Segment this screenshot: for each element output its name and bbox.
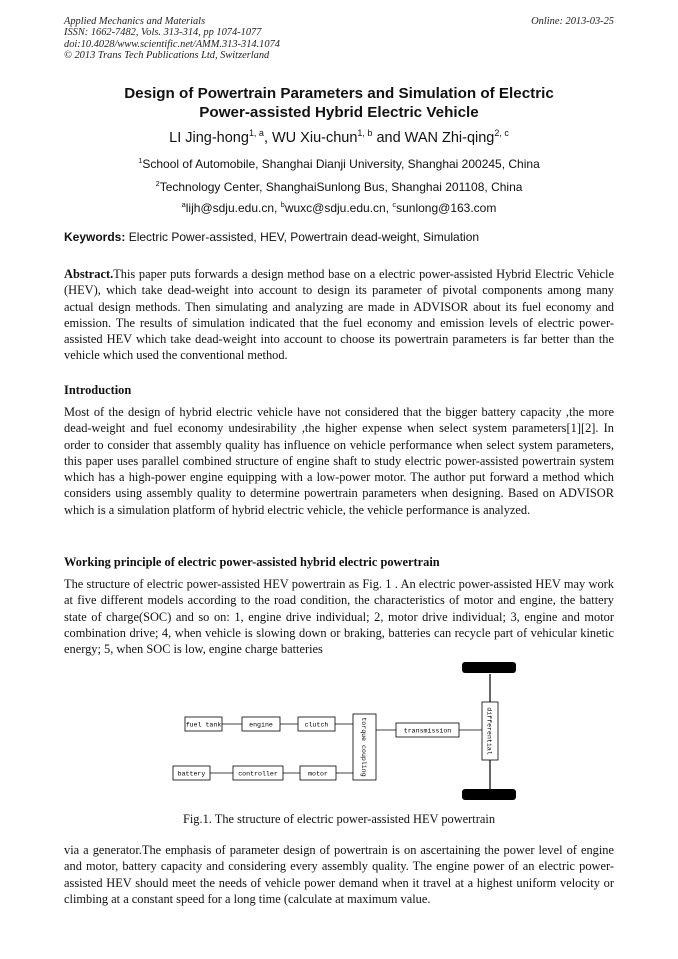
clutch-label: clutch	[304, 721, 329, 729]
aff1-num: 1	[138, 156, 143, 165]
author-1-sup: 1, a	[248, 128, 264, 139]
aff2-num: 2	[155, 179, 160, 188]
keywords-label: Keywords:	[64, 230, 126, 244]
author-2: , WU Xiu-chun	[263, 130, 358, 146]
authors	[64, 130, 614, 146]
online-date: Online: 2013-03-25	[531, 16, 614, 27]
fuel-tank-label: fuel tank	[185, 721, 222, 729]
paper-title	[64, 84, 614, 122]
wheel-bottom	[462, 789, 516, 800]
keywords-text: Electric Power-assisted, HEV, Powertrain dead-weight, Simulation	[125, 230, 480, 244]
email-c: sunlong@163.com	[396, 201, 497, 215]
intro-text: Most of the design of hybrid electric vehicle have not considered that the bigger battery capacity ,the more dead-weight and fuel economy undesirability ,the higher expense when select system parameters[1][2]. In order to consider that assembly quality has influence on vehicle performance when select system parameters, this paper uses parallel combined structure of engine shaft to study electric power-assisted powertrain system which has a high-power engine equipping with a low-power motor. The author put forward a method which considers using assembly quality to determine powertrain parameters when designing. Based on ADVISOR which is a simulation platform of hybrid electric vehicle, the vehicle performance is analyzed.	[64, 405, 614, 517]
battery-label: battery	[177, 770, 206, 778]
email-a-sup: a	[181, 200, 186, 209]
journal-meta	[64, 16, 280, 61]
working-text: The structure of electric power-assisted HEV powertrain as Fig. 1 . An electric power-assisted HEV may work at five different models according to the road condition, the characteristics of motor and engine, the battery state of charge(SOC) and so on: 1, engine drive individual; 2, motor drive individual; 3, engine and motor combination drive; 4, when vehicle is slowing down or braking, batteries can recycle part of vehicular kinetic energy; 5, when SOC is low, engine charge batteries	[64, 577, 614, 657]
figure-caption: Fig.1. The structure of electric power-assisted HEV powertrain	[182, 812, 496, 826]
wheel-top	[462, 662, 516, 673]
email-b-sup: b	[280, 200, 285, 209]
aff2-text: Technology Center, ShanghaiSunlong Bus, Shanghai 201108, China	[159, 180, 523, 194]
emails	[64, 201, 614, 215]
author-3: and WAN Zhi-qing	[372, 130, 495, 146]
author-2-sup: 1, b	[357, 128, 373, 139]
abstract-text: This paper puts forwards a design method base on a electric power-assisted Hybrid Electric Vehicle (HEV), which take dead-weight into account to design its parameter of pivotal components among many actual design methods. Then simulating and analyzing are made in ADVISOR about its fuel economy and emission. The results of simulation indicated that the fuel economy and emission levels of electric power-assisted HEV which take dead-weight into account to choose its powertrain parameters is far better than the vehicle which used the conventional method.	[64, 267, 614, 363]
torque-coupling-label: torque coupling	[360, 717, 367, 777]
differential-label: differential	[485, 707, 493, 755]
engine-label: engine	[249, 721, 273, 729]
email-c-sup: c	[392, 200, 397, 209]
email-a: lijh@sdju.edu.cn,	[185, 201, 281, 215]
copyright: © 2013 Trans Tech Publications Ltd, Switzerland	[64, 49, 270, 61]
keywords	[64, 230, 614, 244]
affiliation-1	[64, 157, 614, 171]
author-1: LI Jing-hong	[169, 130, 249, 146]
controller-label: controller	[238, 770, 278, 778]
working-heading: Working principle of electric power-assisted hybrid electric powertrain	[64, 555, 440, 569]
intro-heading: Introduction	[64, 383, 132, 397]
author-3-sup: 2, c	[494, 128, 509, 139]
transmission-label: transmission	[403, 727, 452, 735]
motor-label: motor	[308, 770, 328, 778]
affiliation-2	[64, 180, 614, 194]
journal-name: Applied Mechanics and Materials	[64, 16, 206, 27]
issn: ISSN: 1662-7482, Vols. 313-314, pp 1074-1077	[64, 27, 262, 39]
powertrain-diagram	[160, 662, 530, 804]
continuation-text: via a generator.The emphasis of parameter design of powertrain is on ascertaining the power level of engine and motor, battery capacity and considering every assembly quality. The engine power of an electric power-assisted HEV should meet the needs of vehicle power demand when it travel at a highest uniform velocity or climbing at a constant speed for a long time (calculate at maximum value.	[64, 843, 614, 906]
doi: doi:10.4028/www.scientific.net/AMM.313-314.1074	[64, 38, 280, 50]
title-line-1: Design of Powertrain Parameters and Simulation of Electric	[124, 85, 554, 102]
abstract-label: Abstract.	[64, 267, 114, 281]
title-line-2: Power-assisted Hybrid Electric Vehicle	[199, 104, 479, 121]
abstract	[64, 266, 614, 364]
aff1-text: School of Automobile, Shanghai Dianji University, Shanghai 200245, China	[142, 157, 540, 171]
email-b: wuxc@sdju.edu.cn,	[284, 201, 393, 215]
